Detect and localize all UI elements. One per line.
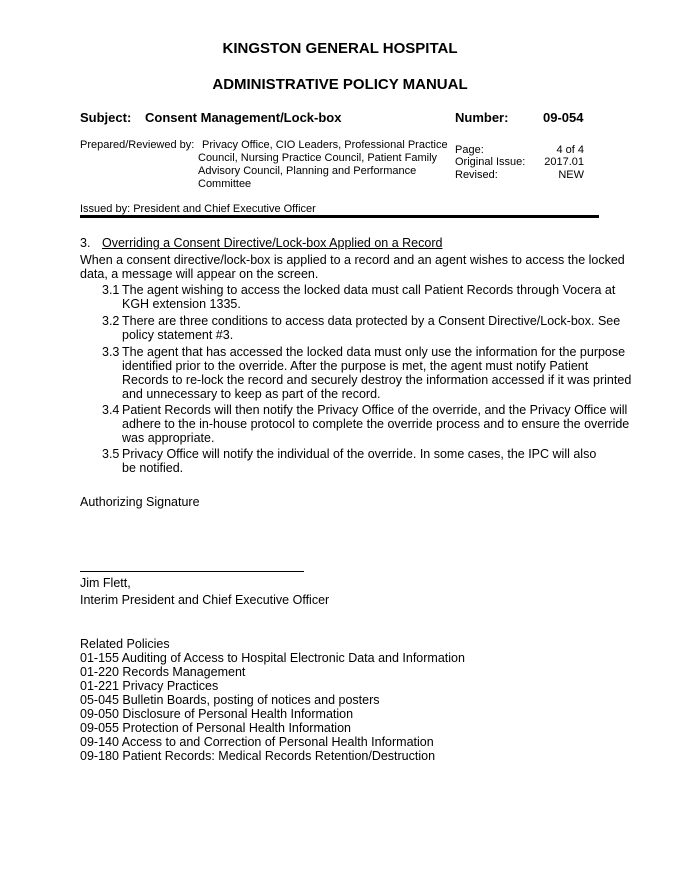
item-number: 3.3 bbox=[102, 345, 120, 359]
prepared-line: Advisory Council, Planning and Performance bbox=[198, 165, 417, 177]
related-policy-item: 01-221 Privacy Practices bbox=[80, 679, 219, 693]
revised-value: NEW bbox=[558, 169, 584, 181]
issued-by: Issued by: President and Chief Executive Officer bbox=[80, 203, 316, 215]
signatory-title: Interim President and Chief Executive Officer bbox=[80, 593, 330, 607]
item-number: 3.5 bbox=[102, 447, 120, 461]
item-line: The agent wishing to access the locked data must call Patient Records through Vocera at bbox=[122, 283, 616, 297]
original-issue-label: Original Issue: bbox=[455, 156, 526, 168]
hospital-title: KINGSTON GENERAL HOSPITAL bbox=[222, 40, 458, 57]
intro-line: When a consent directive/lock-box is applied to a record and an agent wishes to access the locked bbox=[80, 253, 625, 267]
item-number: 3.4 bbox=[102, 403, 120, 417]
prepared-line: Council, Nursing Practice Council, Patient Family bbox=[198, 152, 438, 164]
item-line: identified prior to the override. After the purpose is met, the agent must notify Patient bbox=[122, 359, 589, 373]
item-line: KGH extension 1335. bbox=[122, 297, 241, 311]
item-number: 3.1 bbox=[102, 283, 120, 297]
item-line: was appropriate. bbox=[122, 431, 215, 445]
item-line: be notified. bbox=[122, 461, 184, 475]
page-value: 4 of 4 bbox=[556, 144, 584, 156]
item-line: Privacy Office will notify the individual of the override. In some cases, the IPC will also bbox=[122, 447, 597, 461]
prepared-label: Prepared/Reviewed by: bbox=[80, 139, 195, 151]
related-policy-item: 01-155 Auditing of Access to Hospital Electronic Data and Information bbox=[80, 651, 465, 665]
related-policy-item: 09-140 Access to and Correction of Personal Health Information bbox=[80, 735, 434, 749]
authorizing-signature-label: Authorizing Signature bbox=[80, 495, 200, 509]
prepared-line: Privacy Office, CIO Leaders, Professional Practice bbox=[202, 139, 448, 151]
related-policy-item: 09-050 Disclosure of Personal Health Information bbox=[80, 707, 354, 721]
item-line: and unnecessary to keep as part of the record. bbox=[122, 387, 381, 401]
manual-title: ADMINISTRATIVE POLICY MANUAL bbox=[212, 76, 468, 93]
item-line: Patient Records will then notify the Privacy Office of the override, and the Privacy Office will bbox=[122, 403, 628, 417]
signatory-name: Jim Flett, bbox=[80, 576, 131, 590]
item-line: The agent that has accessed the locked data must only use the information for the purpose bbox=[122, 345, 626, 359]
intro-line: data, a message will appear on the screen. bbox=[80, 267, 319, 281]
signature-line bbox=[80, 571, 304, 572]
item-line: Records to re-lock the record and securely destroy the information accessed if it was printed bbox=[122, 373, 632, 387]
number-label: Number: bbox=[455, 110, 509, 125]
section-heading: Overriding a Consent Directive/Lock-box Applied on a Record bbox=[102, 236, 443, 250]
prepared-line: Committee bbox=[198, 178, 252, 190]
related-policy-item: 05-045 Bulletin Boards, posting of notices and posters bbox=[80, 693, 380, 707]
item-line: There are three conditions to access data protected by a Consent Directive/Lock-box. See bbox=[122, 314, 621, 328]
related-policy-item: 01-220 Records Management bbox=[80, 665, 246, 679]
item-line: policy statement #3. bbox=[122, 328, 234, 342]
section-number: 3. bbox=[80, 236, 91, 250]
subject-label: Subject: bbox=[80, 110, 132, 125]
item-line: adhere to the in-house protocol to complete the override process and to ensure the override bbox=[122, 417, 630, 431]
number-value: 09-054 bbox=[543, 110, 584, 125]
revised-label: Revised: bbox=[455, 169, 498, 181]
related-policy-item: 09-180 Patient Records: Medical Records Retention/Destruction bbox=[80, 749, 436, 763]
subject-value: Consent Management/Lock-box bbox=[145, 110, 342, 125]
original-issue-value: 2017.01 bbox=[544, 156, 584, 168]
related-policies-heading: Related Policies bbox=[80, 637, 170, 651]
item-number: 3.2 bbox=[102, 314, 120, 328]
page-label: Page: bbox=[455, 144, 484, 156]
header-divider bbox=[80, 215, 599, 218]
related-policy-item: 09-055 Protection of Personal Health Information bbox=[80, 721, 351, 735]
